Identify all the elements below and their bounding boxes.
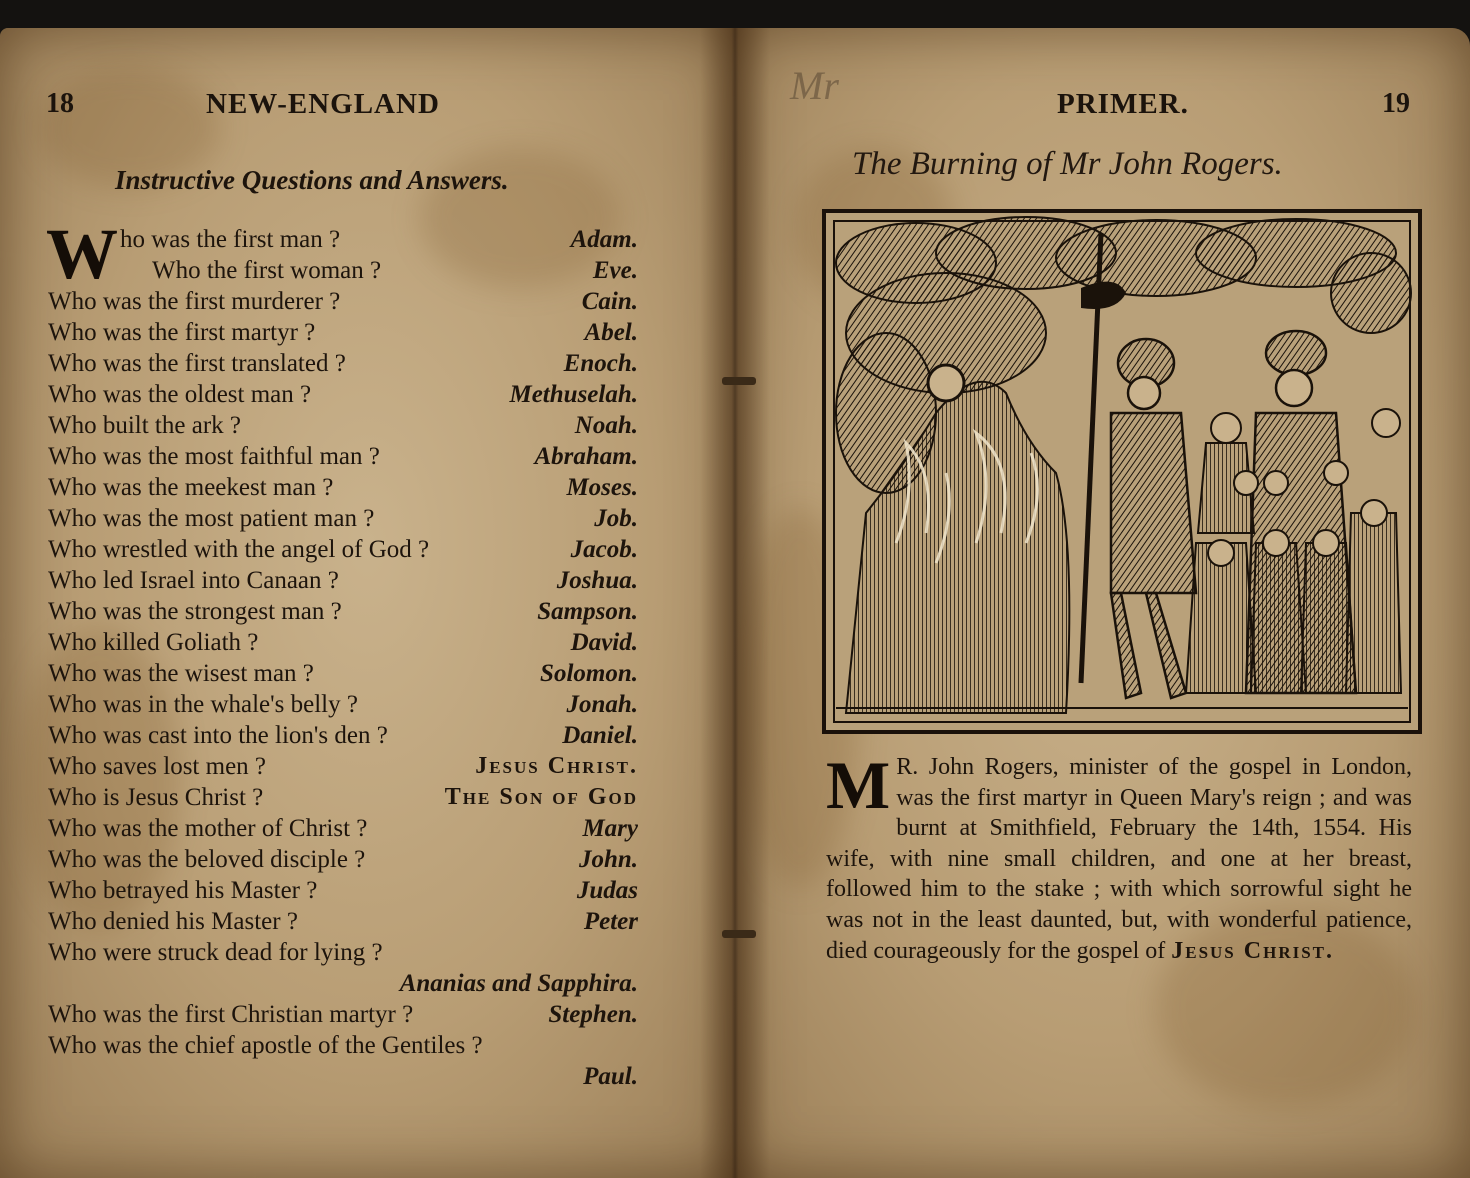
- answer: Daniel.: [562, 722, 638, 749]
- qa-row: [48, 877, 638, 908]
- question: Who was the meekest man ?: [48, 474, 334, 501]
- question: Who was the first martyr ?: [48, 319, 316, 346]
- question: ho was the first man ?: [120, 226, 341, 253]
- qa-row: [48, 412, 638, 443]
- answer: Joshua.: [556, 567, 638, 594]
- dropcap-w: W: [46, 214, 118, 294]
- martyr-narrative: [826, 747, 1412, 966]
- qa-row: [48, 722, 638, 753]
- answer: Cain.: [581, 288, 638, 315]
- narrative-emphasis: Jesus Christ.: [1171, 937, 1335, 964]
- qa-row: [48, 288, 638, 319]
- qa-row: [48, 257, 638, 288]
- answer: Judas: [576, 877, 638, 904]
- question: Who killed Goliath ?: [48, 629, 259, 656]
- answer: Methuselah.: [509, 381, 638, 408]
- qa-row: [48, 815, 638, 846]
- qa-row: [48, 691, 638, 722]
- answer: Mary: [582, 815, 638, 842]
- narrative-text: R. John Rogers, minister of the gospel in London, was the first martyr in Queen Mary's reign ; and was burnt at Smithfield, February the 14th, 1554. His wife, with nine small children, and one at her breast, followed him to the stake ; with which sorrowful sight he was not in the least daunted, but, with wonderful patience, died courageously for the gospel of: [826, 754, 1412, 964]
- answer: Solomon.: [540, 660, 638, 687]
- answer: Stephen.: [548, 1001, 638, 1028]
- binding-stitch: [722, 930, 756, 938]
- right-running-head: PRIMER.: [1057, 88, 1189, 120]
- answer: Abraham.: [534, 443, 638, 470]
- qa-row: [48, 753, 638, 784]
- answer: Noah.: [574, 412, 638, 439]
- qa-row: [48, 784, 638, 815]
- right-page-number: 19: [1382, 88, 1410, 119]
- question: Who was in the whale's belly ?: [48, 691, 358, 718]
- qa-row: [48, 598, 638, 629]
- question: Who the first woman ?: [152, 257, 382, 284]
- answer: Adam.: [570, 226, 638, 253]
- question: Who was the strongest man ?: [48, 598, 342, 625]
- answer: Peter: [583, 908, 638, 935]
- question: Who wrestled with the angel of God ?: [48, 536, 430, 563]
- answer: Abel.: [584, 319, 638, 346]
- martyr-burning-woodcut: [826, 213, 1418, 730]
- answer: Jonah.: [566, 691, 638, 718]
- question: Who is Jesus Christ ?: [48, 784, 264, 811]
- qa-row: [48, 1001, 638, 1032]
- answer: Moses.: [566, 474, 638, 501]
- qa-row: [48, 443, 638, 474]
- answer: Paul.: [583, 1063, 638, 1090]
- answer: Eve.: [592, 257, 638, 284]
- question: Who led Israel into Canaan ?: [48, 567, 339, 594]
- question: Who was the most faithful man ?: [48, 443, 380, 470]
- qa-row: [48, 474, 638, 505]
- question: Who was the mother of Christ ?: [48, 815, 368, 842]
- question: Who saves lost men ?: [48, 753, 267, 780]
- answer: Jesus Christ.: [475, 753, 638, 779]
- left-page-number: 18: [46, 88, 74, 119]
- qa-row: [48, 567, 638, 598]
- question: Who was the beloved disciple ?: [48, 846, 366, 873]
- qa-row: [48, 505, 638, 536]
- answer: Sampson.: [537, 598, 638, 625]
- answer: The Son of God: [444, 784, 638, 810]
- answer: Enoch.: [563, 350, 638, 377]
- answer: Ananias and Sapphira.: [399, 970, 638, 997]
- question: Who was the first Christian martyr ?: [48, 1001, 414, 1028]
- qa-row: [48, 536, 638, 567]
- woodcut-illustration: [822, 209, 1422, 734]
- qa-row: [48, 660, 638, 691]
- answer: Jacob.: [570, 536, 638, 563]
- question: Who was the first murderer ?: [48, 288, 341, 315]
- qa-row: [48, 846, 638, 877]
- question: Who was the first translated ?: [48, 350, 346, 377]
- section-title: Instructive Questions and Answers.: [115, 165, 509, 195]
- answer: Job.: [594, 505, 638, 532]
- question: Who was the chief apostle of the Gentiles ?: [48, 1032, 483, 1059]
- answer: David.: [570, 629, 638, 656]
- qa-row: [48, 629, 638, 660]
- left-running-head: NEW-ENGLAND: [206, 88, 440, 120]
- qa-row: [48, 1063, 638, 1094]
- answer: John.: [578, 846, 638, 873]
- question: Who was the wisest man ?: [48, 660, 314, 687]
- qa-row: [48, 1032, 638, 1063]
- binding-stitch: [722, 377, 756, 385]
- pencil-mark: Mr: [790, 63, 839, 108]
- qa-row: [48, 319, 638, 350]
- question: Who was the oldest man ?: [48, 381, 312, 408]
- qa-list: [46, 214, 638, 1094]
- qa-row: [48, 226, 638, 257]
- qa-row: [48, 908, 638, 939]
- question: Who was the most patient man ?: [48, 505, 375, 532]
- question: Who was cast into the lion's den ?: [48, 722, 388, 749]
- question: Who were struck dead for lying ?: [48, 939, 383, 966]
- qa-row: [48, 970, 638, 1001]
- dropcap-m: M: [826, 747, 891, 823]
- question: Who built the ark ?: [48, 412, 241, 439]
- qa-row: [48, 350, 638, 381]
- qa-row: [48, 939, 638, 970]
- question: Who denied his Master ?: [48, 908, 298, 935]
- illustration-title: The Burning of Mr John Rogers.: [852, 146, 1283, 182]
- qa-row: [48, 381, 638, 412]
- question: Who betrayed his Master ?: [48, 877, 318, 904]
